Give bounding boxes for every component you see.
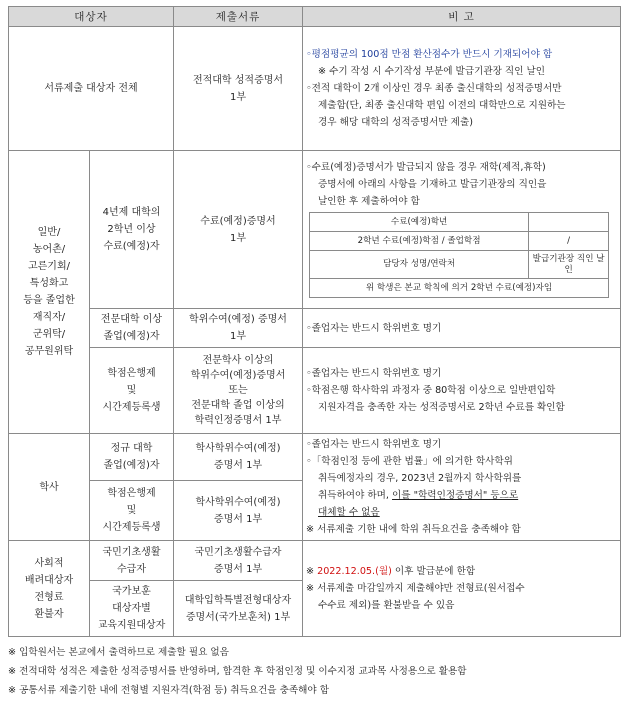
target-line: 졸업(예정)자 [103, 460, 160, 472]
general-sub1-remarks [303, 151, 621, 309]
doc-line: 증명서(국가보훈처) 1부 [185, 611, 291, 623]
target-line: 및 [126, 505, 137, 517]
target-line: 시간제등록생 [102, 402, 161, 413]
table-row [9, 434, 621, 481]
group-social-label [9, 541, 90, 637]
doc-line: 전문학사 이상의 [202, 355, 274, 366]
form-seal-label: 발급기관장 직인 날인 [529, 251, 609, 279]
form-grade-label: 수료(예정)학년 [310, 213, 529, 232]
doc-line: 수료(예정)증명서 [200, 215, 276, 227]
bachelor-sub2-documents [174, 481, 303, 541]
label-line: 공무원위탁 [24, 346, 74, 357]
table-row [9, 309, 621, 348]
bachelor-sub2-target [90, 481, 174, 541]
doc-line: 1부 [229, 91, 247, 103]
note-underlined: 이를 "학력인정증명서" 등으로 [392, 490, 519, 501]
target-line: 정규 대학 [110, 443, 153, 455]
note-line [306, 504, 617, 521]
note-line: ◦졸업자는 반드시 학위번호 명기 [306, 368, 442, 379]
note-line [306, 563, 617, 580]
form-statement: 위 학생은 본교 학칙에 의거 2학년 수료(예정)자임 [310, 279, 609, 298]
social-remarks [303, 541, 621, 637]
target-line: 학점은행제 [107, 488, 156, 500]
note-line: 수수료 제외)를 환불받을 수 있음 [318, 600, 455, 611]
note-text: ※ [306, 566, 318, 577]
general-sub3-documents [174, 348, 303, 434]
note-line: 취득예정자의 경우, 2023년 2월까지 학사학위를 [318, 473, 522, 484]
requirements-table [8, 6, 621, 637]
note-date: 2022.12.05.(월) [317, 566, 392, 577]
note-line: 증명서에 아래의 사항을 기재하고 발급기관장의 직인을 [318, 179, 547, 190]
doc-line: 학사학위수여(예정) [195, 443, 281, 455]
form-credit-label: 2학년 수료(예정)학점 / 졸업학점 [310, 232, 529, 251]
doc-line: 증명서 1부 [213, 460, 263, 472]
label-line: 사회적 [34, 557, 64, 569]
doc-line: 대학입학특별전형대상자 [184, 594, 292, 606]
social-sub1-documents [174, 541, 303, 581]
footer-note: ※ 전적대학 성적은 제출한 성적증명서를 반영하며, 합격한 후 학점인정 및 이수지정 교과목 사정용으로 활용함 [8, 666, 467, 677]
doc-line: 1부 [229, 232, 247, 244]
footer-notes [8, 643, 620, 700]
table-row [9, 541, 621, 581]
doc-line: 전적대학 성적증명서 [192, 74, 284, 86]
label-line: 재직자/ [32, 312, 66, 323]
note-line: ※ 수기 작성 시 수기작성 부분에 발급기관장 직인 날인 [318, 66, 546, 77]
note-line: 경우 해당 대학의 성적증명서만 제출) [318, 117, 473, 128]
social-sub2-documents [174, 581, 303, 637]
header-target: 대상자 [9, 7, 174, 27]
note-line: ◦「학점인정 등에 관한 법률」에 의거한 학사학위 [306, 456, 513, 467]
row-all-target: 서류제출 대상자 전체 [9, 27, 174, 151]
social-sub1-target [90, 541, 174, 581]
table-row [9, 27, 621, 151]
note-line: ◦평점평균의 100점 만점 환산점수가 반드시 기재되어야 함 [306, 49, 553, 60]
general-sub3-remarks [303, 348, 621, 434]
doc-line: 1부 [229, 331, 247, 342]
note-line: 날인한 후 제출하여야 함 [318, 196, 420, 207]
note-line: 제출함(단, 최종 출신대학 편입 이전의 대학만으로 지원하는 [318, 100, 566, 111]
target-line: 졸업(예정)자 [103, 331, 160, 342]
note-text: 취득하여야 하며, [318, 490, 393, 501]
general-sub1-target [90, 151, 174, 309]
general-sub2-target [90, 309, 174, 348]
header-documents: 제출서류 [174, 7, 303, 27]
doc-line: 학사학위수여(예정) [195, 496, 281, 508]
target-line: 대상자별 [112, 603, 151, 614]
header-remarks: 비 고 [303, 7, 621, 27]
bachelor-remarks [303, 434, 621, 541]
doc-line: 학위수여(예정)증명서 [190, 370, 286, 381]
target-line: 교육지원대상자 [97, 620, 166, 631]
note-line: 지원자격을 충족한 자는 성적증명서로 2학년 수료를 확인함 [318, 402, 565, 413]
target-line: 전문대학 이상 [100, 314, 163, 325]
table-row [9, 348, 621, 434]
row-all-documents [174, 27, 303, 151]
general-sub2-documents [174, 309, 303, 348]
note-line: ◦학점은행 학사학위 과정자 중 80학점 이상으로 일반편입학 [306, 385, 556, 396]
doc-line: 국민기초생활수급자 [194, 546, 282, 558]
doc-line: 학위수여(예정) 증명서 [189, 314, 287, 325]
label-line: 일반/ [37, 227, 61, 238]
form-contact-label: 담당자 성명/연락처 [310, 251, 529, 279]
target-line: 2학년 이상 [107, 224, 156, 235]
note-line: ◦졸업자는 반드시 학위번호 명기 [306, 439, 442, 450]
form-cell-empty [529, 213, 609, 232]
table-row [9, 151, 621, 309]
bachelor-sub1-documents [174, 434, 303, 481]
note-line: ◦졸업자는 반드시 학위번호 명기 [306, 322, 442, 334]
general-sub3-target [90, 348, 174, 434]
target-line: 국민기초생활 [102, 546, 161, 558]
general-sub2-remarks [303, 309, 621, 348]
label-line: 군위탁/ [32, 329, 66, 340]
doc-line: 증명서 1부 [213, 563, 263, 575]
label-line: 환불자 [34, 608, 64, 620]
footer-note: ※ 공통서류 제출기한 내에 전형별 지원자격(학점 등) 취득요건을 충족해야 함 [8, 685, 329, 696]
requirements-sheet [8, 6, 620, 700]
bachelor-sub1-target [90, 434, 174, 481]
general-sub1-documents [174, 151, 303, 309]
group-general-label [9, 151, 90, 434]
target-line: 4년제 대학의 [102, 207, 161, 218]
footer-note: ※ 입학원서는 본교에서 출력하므로 제출할 필요 없음 [8, 647, 229, 658]
label-line: 농어촌/ [32, 244, 66, 255]
table-header-row [9, 7, 621, 27]
label-line: 특성화고 [29, 278, 69, 289]
target-line: 학점은행제 [107, 368, 156, 379]
target-line: 및 [126, 385, 137, 396]
note-line: ◦수료(예정)증명서가 발급되지 않을 경우 재학(제적,휴학) [306, 162, 546, 173]
target-line: 시간제등록생 [102, 522, 161, 534]
doc-line: 또는 [228, 385, 248, 396]
completion-form-table [309, 212, 609, 298]
note-text: 이후 발급분에 한함 [391, 566, 476, 577]
note-line: ◦전적 대학이 2개 이상인 경우 최종 출신대학의 성적증명서만 [306, 83, 562, 94]
doc-line: 증명서 1부 [213, 513, 263, 525]
doc-line: 전문대학 졸업 이상의 [191, 400, 285, 411]
group-bachelor-label: 학사 [9, 434, 90, 541]
label-line: 등을 졸업한 [23, 295, 75, 306]
label-line: 고른기회/ [27, 261, 70, 272]
note-line: ※ 서류제출 기한 내에 학위 취득요건을 충족해야 함 [306, 524, 521, 535]
target-line: 수료(예정)자 [103, 241, 160, 252]
label-line: 전형료 [34, 591, 64, 603]
label-line: 배려대상자 [24, 574, 74, 586]
note-line [306, 487, 617, 504]
form-credit-value: / [529, 232, 609, 251]
note-underlined: 대체할 수 없음 [318, 507, 380, 518]
doc-line: 학력인정증명서 1부 [194, 415, 282, 426]
social-sub2-target [90, 581, 174, 637]
note-line: ※ 서류제출 마감일까지 제출해야만 전형료(원서접수 [306, 583, 525, 594]
target-line: 국가보훈 [112, 586, 151, 597]
row-all-remarks [303, 27, 621, 151]
target-line: 수급자 [117, 563, 146, 575]
